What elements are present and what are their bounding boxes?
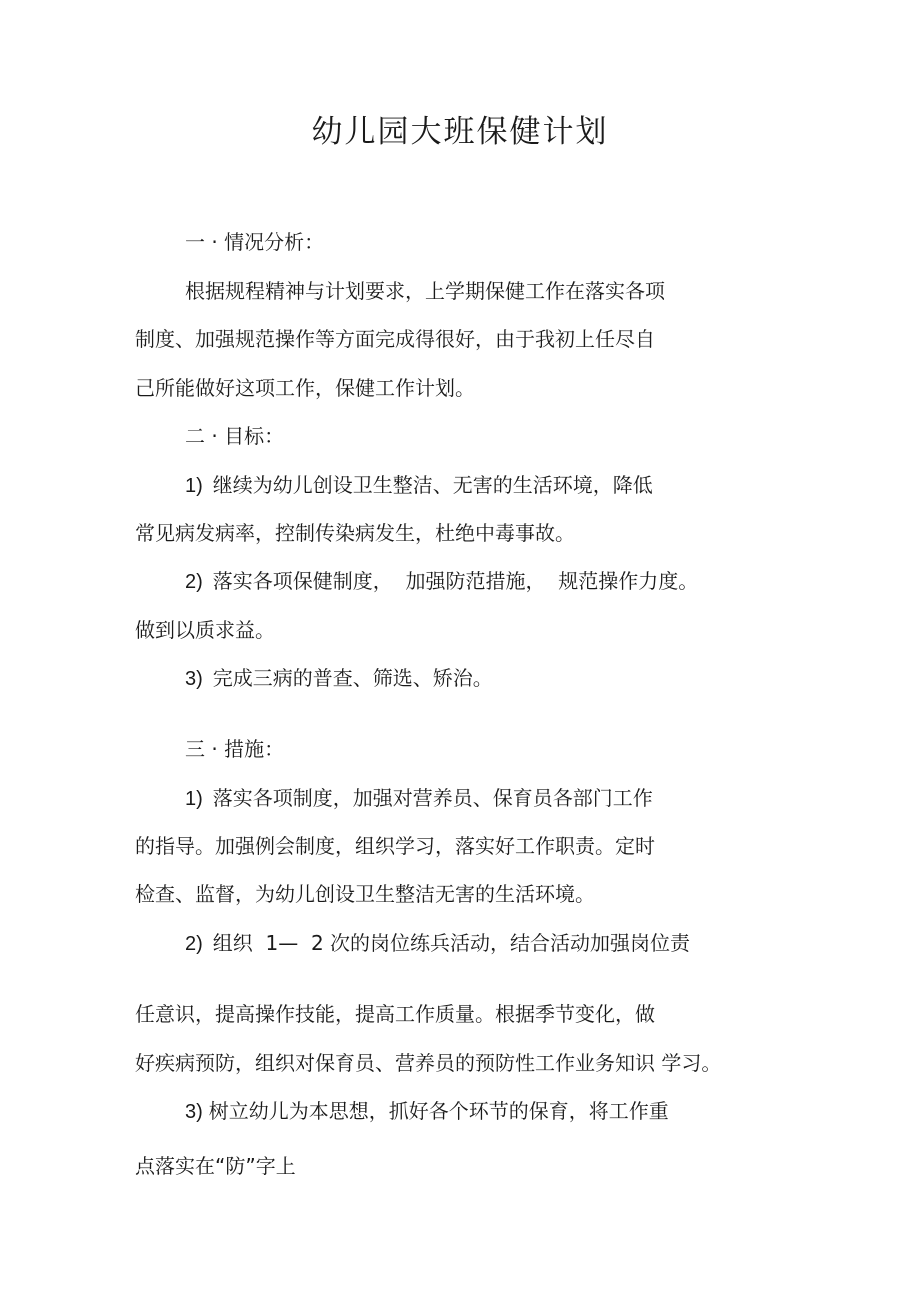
list-number: 2) [185, 933, 203, 955]
list-item-measure-3 [185, 1097, 669, 1126]
list-text: 完成三病的普查、筛选、矫治。 [212, 666, 493, 690]
list-number: 3) [185, 668, 203, 690]
paragraph-line: 常见病发病率，控制传染病发生，杜绝中毒事故。 [135, 521, 575, 545]
document-title: 幼儿园大班保健计划 [311, 114, 609, 150]
list-text: 组织 1— 2 次的岗位练兵活动，结合活动加强岗位责 [212, 931, 691, 955]
list-text: 落实各项制度，加强对营养员、保育员各部门工作 [212, 786, 653, 810]
paragraph-line: 任意识，提高操作技能，提高工作质量。根据季节变化，做 [135, 1002, 655, 1026]
list-item-goal-3 [185, 664, 493, 693]
list-item-measure-2 [185, 929, 690, 958]
paragraph-line: 好疾病预防，组织对保育员、营养员的预防性工作业务知识 学习。 [135, 1051, 722, 1075]
list-item-goal-1 [185, 471, 653, 500]
paragraph-line: 的指导。加强例会制度，组织学习，落实好工作职责。定时 [135, 834, 655, 858]
list-number: 3) [185, 1101, 203, 1123]
paragraph-line: 制度、加强规范操作等方面完成得很好，由于我初上任尽自 [135, 327, 655, 351]
list-number: 1) [185, 475, 203, 497]
list-number: 2) [185, 571, 203, 593]
list-text: 落实各项保健制度， 加强防范措施， 规范操作力度。 [212, 569, 699, 593]
paragraph-line: 做到以质求益。 [135, 618, 275, 642]
paragraph-line: 检查、监督，为幼儿创设卫生整洁无害的生活环境。 [135, 882, 595, 906]
paragraph-line: 点落实在“防”字上 [135, 1154, 296, 1178]
list-text: 树立幼儿为本思想，抓好各个环节的保育，将工作重 [208, 1099, 669, 1123]
section-heading-measures: 三 · 措施： [185, 737, 285, 761]
list-item-measure-1 [185, 784, 653, 813]
list-item-goal-2 [185, 567, 698, 596]
section-heading-goals: 二 · 目标： [185, 424, 285, 448]
paragraph-line: 己所能做好这项工作，保健工作计划。 [135, 376, 475, 400]
section-heading-analysis: 一 · 情况分析： [185, 230, 325, 254]
list-number: 1) [185, 788, 203, 810]
paragraph-line: 根据规程精神与计划要求，上学期保健工作在落实各项 [185, 279, 665, 303]
list-text: 继续为幼儿创设卫生整洁、无害的生活环境，降低 [212, 473, 653, 497]
